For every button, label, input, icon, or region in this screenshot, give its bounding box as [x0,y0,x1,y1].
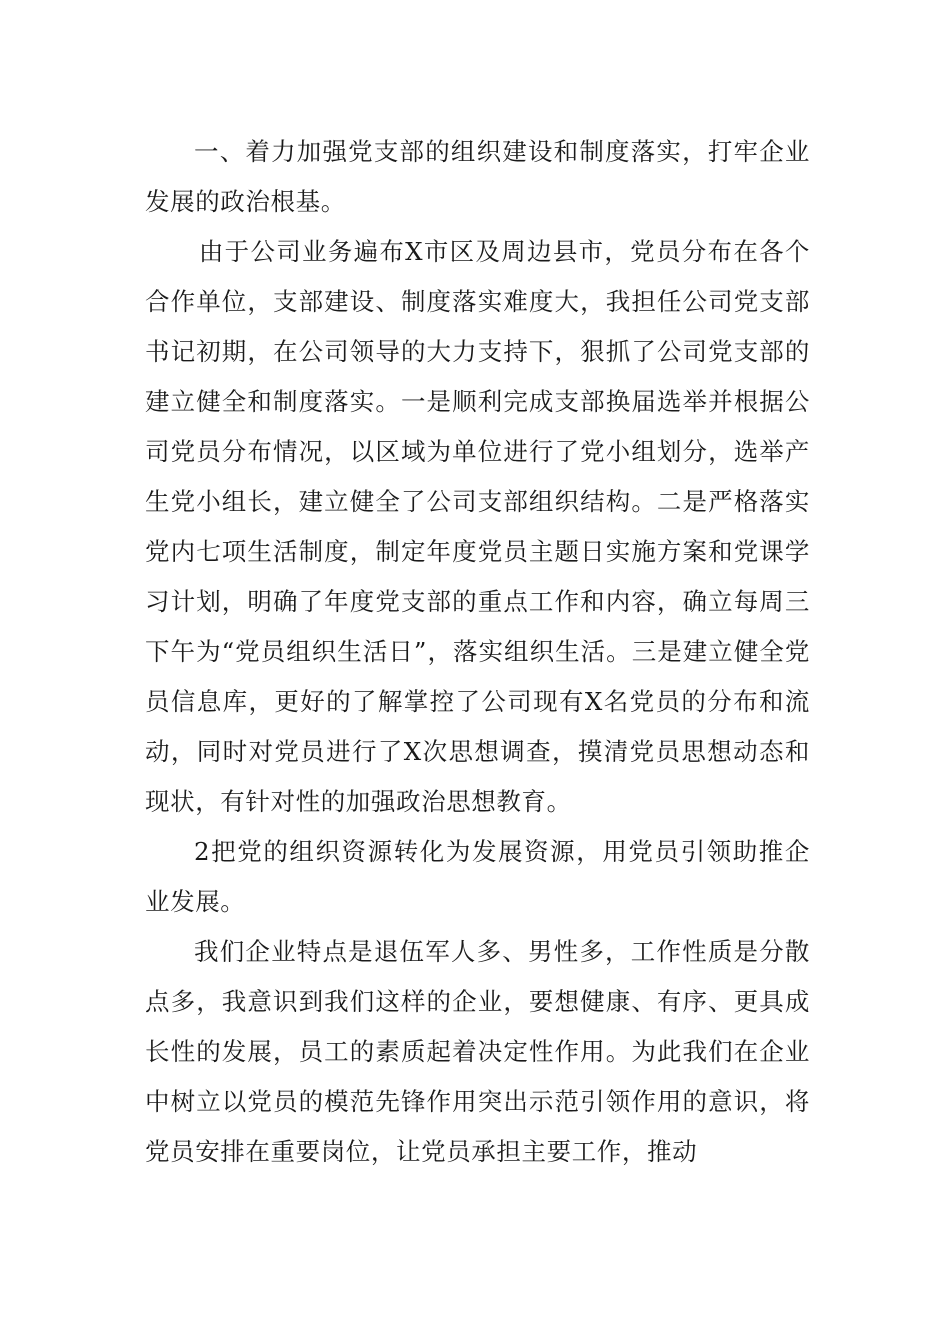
section-heading-2: 2把党的组织资源转化为发展资源，用党员引领助推企业发展。 [145,837,810,916]
section-heading-1: 一、着力加强党支部的组织建设和制度落实，打牢企业发展的政治根基。 [145,137,810,216]
body-paragraph-1: 由于公司业务遍布X市区及周边县市，党员分布在各个合作单位，支部建设、制度落实难度大，我担任公司党支部书记初期，在公司领导的大力支持下，狠抓了公司党支部的建立健全和制度落实。一是顺利完成支部换届选举并根据公司党员分布情况，以区域为单位进行了党小组划分，选举产生党小组长，建立健全了公司支部组织结构。二是严格落实党内七项生活制度，制定年度党员主题日实施方案和党课学习计划，明确了年度党支部的重点工作和内容，确立每周三下午为“党员组织生活日”，落实组织生活。三是建立健全党员信息库，更好的了解掌控了公司现有X名党员的分布和流动，同时对党员进行了X次思想调查，摸清党员思想动态和现状，有针对性的加强政治思想教育。 [145,237,810,816]
body-paragraph-2: 我们企业特点是退伍军人多、男性多，工作性质是分散点多，我意识到我们这样的企业，要想健康、有序、更具成长性的发展，员工的素质起着决定性作用。为此我们在企业中树立以党员的模范先锋作用突出示范引领作用的意识，将党员安排在重要岗位，让党员承担主要工作，推动 [145,937,810,1166]
document-body [145,127,810,1177]
